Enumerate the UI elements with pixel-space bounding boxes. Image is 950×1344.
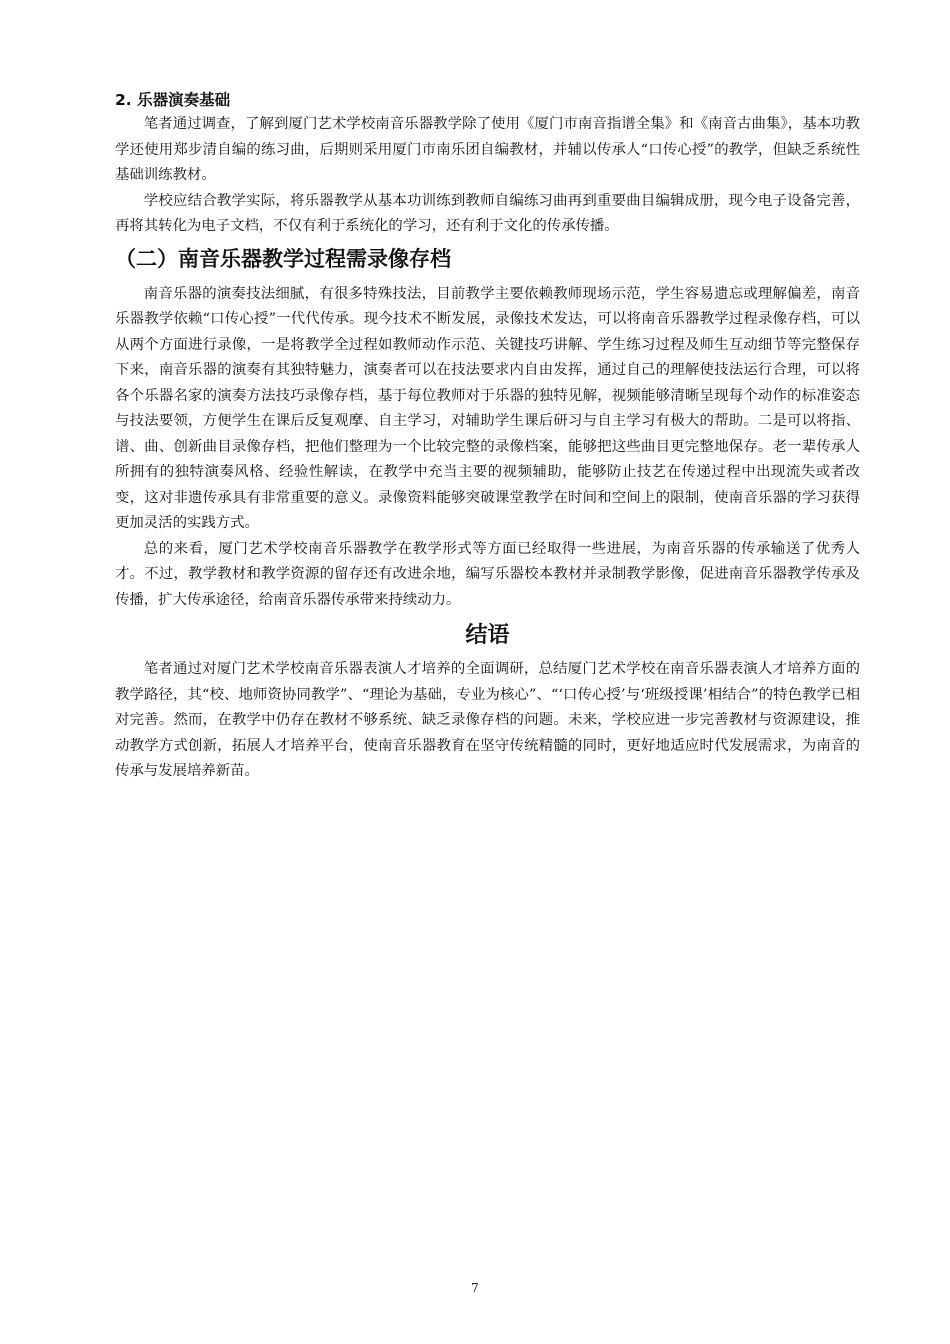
section-2-paragraph: 笔者通过调查，了解到厦门艺术学校南音乐器教学除了使用《厦门市南音指谱全集》和《南音古曲集》，基本功教学还使用郑步清自编的练习曲，后期则采用厦门市南乐团自编教材，并辅以传承人“口传心授”的教学，但缺乏系统性基础训练教材。 — [115, 116, 860, 183]
conclusion-paragraph: 笔者通过对厦门艺术学校南音乐器表演人才培养的全面调研，总结厦门艺术学校在南音乐器表演人才培养方面的教学路径，其“校、地师资协同教学”、“理论为基础，专业为核心”、“‘口传心授’与‘班级授课’相结合”的特色教学已相对完善。然而，在教学中仍存在教材不够系统、缺乏录像存档的问题。未来，学校应进一步完善教材与资源建设，推动教学方式创新，拓展人才培养平台，使南音乐器教育在坚守传统精髓的同时，更好地适应时代发展需求，为南音的传承与发展培养新苗。 — [115, 661, 860, 779]
section-2-paragraph: 学校应结合教学实际，将乐器教学从基本功训练到教师自编练习曲再到重要曲目编辑成册，现今电子设备完善，再将其转化为电子文档，不仅有利于系统化的学习，还有利于文化的传承传播。 — [115, 192, 860, 234]
section-2-heading: 2. 乐器演奏基础 — [115, 91, 231, 109]
section-b-paragraph: 总的来看，厦门艺术学校南音乐器教学在教学形式等方面已经取得一些进展，为南音乐器的传承输送了优秀人才。不过，教学教材和教学资源的留存还有改进余地，编写乐器校本教材并录制教学影像，促进南音乐器教学传承及传播，扩大传承途径，给南音乐器传承带来持续动力。 — [115, 540, 860, 608]
conclusion-heading: 结语 — [465, 623, 510, 648]
page-number: 7 — [471, 1281, 479, 1295]
section-b-heading: （二）南音乐器教学过程需录像存档 — [115, 246, 451, 271]
section-b-paragraph: 南音乐器的演奏技法细腻，有很多特殊技法，目前教学主要依赖教师现场示范，学生容易遗忘或理解偏差，南音乐器教学依赖“口传心授”一代代传承。现今技术不断发展，录像技术发达，可以将南音乐器教学过程录像存档，可以从两个方面进行录像，一是将教学全过程如教师动作示范、关键技巧讲解、学生练习过程及师生互动细节等完整保存下来，南音乐器的演奏有其独特魅力，演奏者可以在技法要求内自由发挥，通过自己的理解使技法运行合理，可以将各个乐器名家的演奏方法技巧录像存档，基于每位教师对于乐器的独特见解，视频能够清晰呈现每个动作的标准姿态与技法要领，方便学生在课后反复观摩、自主学习，对辅助学生课后研习与自主学习有极大的帮助。二是可以将指、谱、曲、创新曲目录像存档，把他们整理为一个比较完整的录像档案，能够把这些曲目更完整地保存。老一辈传承人所拥有的独特演奏风格、经验性解读，在教学中充当主要的视频辅助，能够防止技艺在传递过程中出现流失或者改变，这对非遗传承具有非常重要的意义。录像资料能够突破课堂教学在时间和空间上的限制，使南音乐器的学习获得更加灵活的实践方式。 — [115, 285, 860, 531]
document-body — [115, 88, 860, 785]
